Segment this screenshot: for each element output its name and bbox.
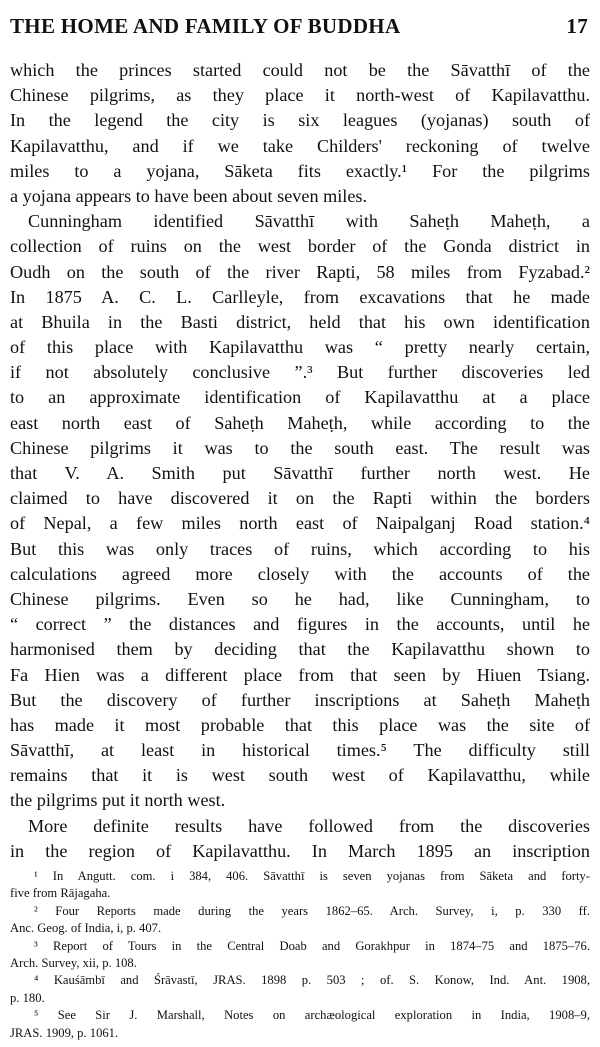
footnotes	[10, 868, 590, 1042]
body-line: of this place with Kapilavatthu was “ pretty nearly certain,	[10, 337, 590, 358]
footnote-line: ² Four Reports made during the years 1862–65. Arch. Survey, i, p. 330 ff.	[34, 903, 590, 918]
body-line: calculations agreed more closely with the accounts of the	[10, 563, 590, 584]
body-line: miles to a yojana, Sāketa fits exactly.¹ For the pilgrims	[10, 160, 590, 181]
body-line: the pilgrims put it north west.	[10, 790, 226, 811]
body-line: But this was only traces of ruins, which according to his	[10, 538, 590, 559]
body-line: of Nepal, a few miles north east of Naipalganj Road station.⁴	[10, 513, 590, 534]
body-line: Sāvatthī, at least in historical times.⁵ The difficulty still	[10, 740, 590, 761]
body-line: which the princes started could not be the Sāvatthī of the	[10, 60, 590, 80]
body-line: Chinese pilgrims. Even so he had, like Cunningham, to	[10, 588, 590, 609]
body-line: Chinese pilgrims it was to the south east. The result was	[10, 437, 590, 458]
footnote-line: ⁵ See Sir J. Marshall, Notes on archæological exploration in India, 1908–9,	[34, 1008, 590, 1023]
body-line: In 1875 A. C. L. Carlleyle, from excavations that he made	[10, 286, 590, 307]
main-text	[10, 58, 590, 864]
footnote-line: five from Rājagaha.	[10, 886, 111, 901]
page-number: 17	[566, 14, 588, 38]
body-line: In the legend the city is six leagues (yojanas) south of	[10, 110, 590, 131]
footnote-line: Arch. Survey, xii, p. 108.	[10, 955, 137, 970]
body-line: Fa Hien was a different place from that seen by Hiuen Tsiang.	[10, 664, 590, 685]
footnote-line: Anc. Geog. of India, i, p. 407.	[10, 921, 162, 936]
body-line: that V. A. Smith put Sāvatthī further north west. He	[10, 463, 590, 483]
body-line: Kapilavatthu, and if we take Childers' reckoning of twelve	[10, 135, 590, 156]
body-line: “ correct ” the distances and figures in the accounts, until he	[10, 614, 590, 635]
body-line: a yojana appears to have been about seven miles.	[10, 185, 368, 206]
body-line: claimed to have discovered it on the Rapti within the borders	[10, 488, 590, 509]
footnote-line: JRAS. 1909, p. 1061.	[10, 1025, 119, 1040]
body-line: collection of ruins on the west border of the Gonda district in	[10, 236, 590, 257]
body-line: has made it most probable that this place was the site of	[10, 714, 590, 735]
body-line: at Bhuila in the Basti district, held that his own identification	[10, 311, 590, 332]
body-line: to an approximate identification of Kapilavatthu at a place	[10, 387, 590, 408]
body-line: east north east of Saheṭh Maheṭh, while according to the	[10, 412, 590, 433]
body-line: Oudh on the south of the river Rapti, 58 miles from Fyzabad.²	[10, 261, 590, 282]
footnote-line: p. 180.	[10, 990, 45, 1005]
body-line: Cunningham identified Sāvatthī with Saheṭh Maheṭh, a	[28, 211, 590, 232]
body-line: But the discovery of further inscriptions at Saheṭh Maheṭh	[10, 689, 590, 710]
footnote-line: ¹ In Angutt. com. i 384, 406. Sāvatthī is seven yojanas from Sāketa and forty-	[34, 869, 590, 883]
body-line: Chinese pilgrims, as they place it north-west of Kapilavatthu.	[10, 85, 590, 106]
body-line: in the region of Kapilavatthu. In March 1895 an inscription	[10, 840, 590, 861]
body-line: remains that it is west south west of Kapilavatthu, while	[10, 765, 590, 786]
body-line: if not absolutely conclusive ”.³ But further discoveries led	[10, 362, 590, 383]
footnote-line: ⁴ Kauśāmbī and Śrāvastī, JRAS. 1898 p. 503 ; of. S. Konow, Ind. Ant. 1908,	[34, 973, 590, 988]
body-line: harmonised them by deciding that the Kapilavatthu shown to	[10, 639, 590, 660]
footnote-line: ³ Report of Tours in the Central Doab and Gorakhpur in 1874–75 and 1875–76.	[34, 938, 590, 953]
running-header	[10, 14, 588, 44]
running-title: THE HOME AND FAMILY OF BUDDHA	[10, 14, 401, 38]
body-line: More definite results have followed from the discoveries	[28, 815, 590, 836]
